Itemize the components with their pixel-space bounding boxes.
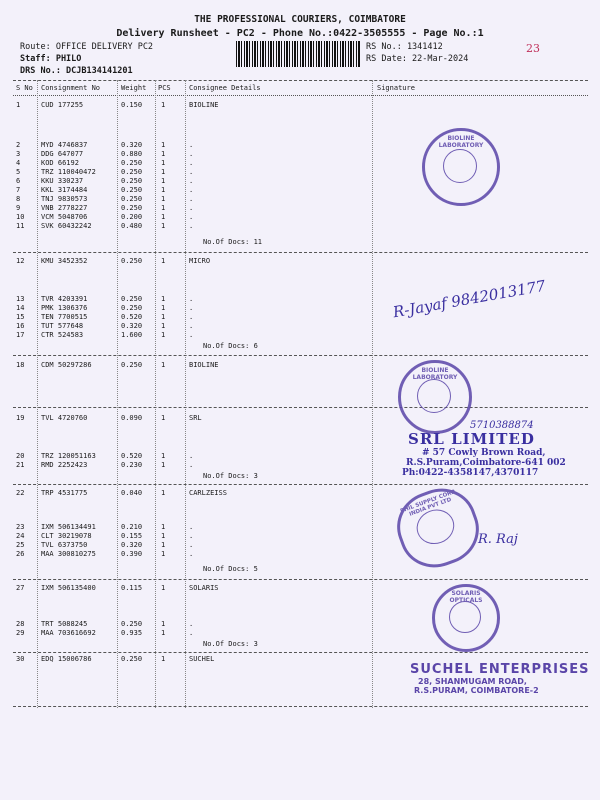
row-sno: 8 [16,195,21,203]
suchel-stamp [410,662,590,695]
row-weight: 0.320 [121,541,143,549]
row-consignment: TVL 4720760 [41,414,88,422]
row-sno: 14 [16,304,25,312]
row-pcs: 1 [161,414,166,422]
row-consignee: . [189,195,194,203]
row-pcs: 1 [161,620,166,628]
row-weight: 0.250 [121,361,143,369]
row-sno: 4 [16,159,21,167]
row-sno: 11 [16,222,25,230]
row-consignment: TRZ 120051163 [41,452,96,460]
row-pcs: 1 [161,361,166,369]
row-consignment: EDQ 15006786 [41,655,92,663]
row-sno: 27 [16,584,25,592]
row-sno: 24 [16,532,25,540]
row-sno: 16 [16,322,25,330]
row-pcs: 1 [161,186,166,194]
row-pcs: 1 [161,159,166,167]
row-consignment: TUT 577648 [41,322,84,330]
group-separator [13,579,588,580]
row-consignment: PMK 1306376 [41,304,88,312]
row-consignee: SOLARIS [189,584,219,592]
row-sno: 18 [16,361,25,369]
row-pcs: 1 [161,150,166,158]
row-consignee: . [189,204,194,212]
row-pcs: 1 [161,523,166,531]
table-bottom-rule [13,706,588,707]
row-pcs: 1 [161,629,166,637]
group-separator [13,407,588,408]
solaris-stamp [432,584,500,652]
row-sno: 15 [16,313,25,321]
row-consignee: . [189,452,194,460]
row-consignment: TNJ 9830573 [41,195,88,203]
row-weight: 0.250 [121,257,143,265]
row-consignee: . [189,322,194,330]
row-pcs: 1 [161,550,166,558]
row-pcs: 1 [161,541,166,549]
row-consignment: CTR 524583 [41,331,84,339]
rs-date: RS Date: 22-Mar-2024 [366,54,469,64]
row-consignment: CUD 177255 [41,101,84,109]
bioline-stamp [398,360,472,434]
row-consignee: . [189,532,194,540]
row-pcs: 1 [161,584,166,592]
col-sno: S No [16,84,33,92]
row-weight: 0.320 [121,322,143,330]
row-consignee: . [189,150,194,158]
row-weight: 0.250 [121,204,143,212]
row-consignee: MICRO [189,257,211,265]
col-pcs: PCS [158,84,171,92]
row-sno: 20 [16,452,25,460]
row-sno: 5 [16,168,21,176]
row-sno: 6 [16,177,21,185]
srl-address-2: R.S.Puram,Coimbatore-641 002 [406,458,566,468]
route-label: Route: OFFICE DELIVERY PC2 [20,42,154,52]
row-pcs: 1 [161,322,166,330]
row-consignee: . [189,541,194,549]
row-consignment: TVR 4203391 [41,295,88,303]
stamp-inner-ring [417,379,451,413]
srl-name: SRL LIMITED [408,430,535,448]
row-sno: 26 [16,550,25,558]
rs-number: RS No.: 1341412 [366,42,443,52]
row-sno: 21 [16,461,25,469]
row-pcs: 1 [161,141,166,149]
row-consignment: TRZ 110040472 [41,168,96,176]
row-consignment: MYD 4746837 [41,141,88,149]
row-sno: 29 [16,629,25,637]
suchel-address-1: 28, SHANMUGAM ROAD, [418,677,527,686]
row-consignment: IXM 506134491 [41,523,96,531]
row-consignee: . [189,461,194,469]
row-consignment: KMU 3452352 [41,257,88,265]
col-consignee: Consignee Details [189,84,261,92]
row-pcs: 1 [161,461,166,469]
row-consignment: TVL 6373750 [41,541,88,549]
row-weight: 0.250 [121,168,143,176]
drs-number: DRS No.: DCJB134141201 [20,66,133,76]
row-weight: 0.250 [121,620,143,628]
doc-count: No.Of Docs: 6 [203,342,258,350]
row-consignee: BIOLINE [189,361,219,369]
staff-label: Staff: PHILO [20,54,82,64]
col-divider [117,80,118,708]
row-weight: 0.480 [121,222,143,230]
row-pcs: 1 [161,295,166,303]
row-sno: 13 [16,295,25,303]
row-weight: 0.155 [121,532,143,540]
row-consignee: . [189,141,194,149]
row-sno: 10 [16,213,25,221]
row-consignee: . [189,213,194,221]
col-consignment: Consignment No [41,84,101,92]
row-consignment: CDM 50297286 [41,361,92,369]
row-consignee: . [189,620,194,628]
srl-handwriting: 5710388874 [470,420,534,431]
suchel-address-2: R.S.PURAM, COIMBATORE-2 [414,686,539,695]
row-weight: 0.040 [121,489,143,497]
row-pcs: 1 [161,452,166,460]
stamp-text: PHIL SUPPLY CORP. INDIA PVT LTD [399,488,458,518]
row-consignee: . [189,331,194,339]
row-sno: 2 [16,141,21,149]
row-consignment: RMD 2252423 [41,461,88,469]
group-separator [13,252,588,253]
row-pcs: 1 [161,204,166,212]
row-consignee: . [189,295,194,303]
row-consignment: TRP 4531775 [41,489,88,497]
row-weight: 0.390 [121,550,143,558]
row-consignee: . [189,186,194,194]
row-consignee: . [189,177,194,185]
srl-address-1: # 57 Cowly Brown Road, [422,448,546,458]
row-pcs: 1 [161,489,166,497]
row-weight: 0.935 [121,629,143,637]
row-consignee: . [189,222,194,230]
row-consignee: . [189,523,194,531]
row-pcs: 1 [161,331,166,339]
row-sno: 22 [16,489,25,497]
row-sno: 1 [16,101,21,109]
stamp-text: BIOLINE LABORATORY [438,135,484,149]
row-consignment: MAA 703616692 [41,629,96,637]
row-consignment: MAA 300810275 [41,550,96,558]
row-pcs: 1 [161,101,166,109]
row-consignment: VNB 2778227 [41,204,88,212]
col-divider [155,80,156,708]
col-divider [372,80,373,708]
row-consignment: TEN 7700515 [41,313,88,321]
carlzeiss-stamp [387,479,488,578]
row-sno: 25 [16,541,25,549]
row-pcs: 1 [161,213,166,221]
row-consignment: KKL 3174484 [41,186,88,194]
row-weight: 0.880 [121,150,143,158]
row-consignment: IXM 506135400 [41,584,96,592]
row-sno: 3 [16,150,21,158]
micro-signature: R-Jayaf 9842013177 [391,276,547,322]
suchel-name: SUCHEL ENTERPRISES [410,662,590,677]
row-weight: 0.250 [121,186,143,194]
row-consignment: CLT 30219078 [41,532,92,540]
row-weight: 0.230 [121,461,143,469]
row-weight: 0.090 [121,414,143,422]
barcode [236,41,360,67]
col-divider [37,80,38,708]
col-weight: Weight [121,84,147,92]
row-consignee: . [189,313,194,321]
document-subtitle: Delivery Runsheet - PC2 - Phone No.:0422-3505555 - Page No.:1 [116,28,484,39]
stamp-inner-ring [449,601,481,633]
srl-phone: Ph:0422-4358147,4370117 [402,468,539,478]
col-divider [185,80,186,708]
row-weight: 0.520 [121,452,143,460]
row-pcs: 1 [161,168,166,176]
row-weight: 0.250 [121,159,143,167]
row-consignment: SVK 60432242 [41,222,92,230]
stamp-text: SOLARIS OPTICALS [449,590,483,604]
row-pcs: 1 [161,222,166,230]
doc-count: No.Of Docs: 3 [203,640,258,648]
row-weight: 0.210 [121,523,143,531]
row-consignment: KOD 66192 [41,159,79,167]
row-sno: 23 [16,523,25,531]
header-rule [13,95,588,96]
row-pcs: 1 [161,655,166,663]
row-consignee: . [189,550,194,558]
document-title: THE PROFESSIONAL COURIERS, COIMBATORE [194,14,406,25]
bioline-stamp [422,128,500,206]
row-consignee: BIOLINE [189,101,219,109]
stamp-inner-ring [443,149,477,183]
row-sno: 7 [16,186,21,194]
row-pcs: 1 [161,313,166,321]
row-consignment: DDG 647077 [41,150,84,158]
row-consignee: . [189,168,194,176]
doc-count: No.Of Docs: 5 [203,565,258,573]
row-consignee: . [189,159,194,167]
group-separator [13,355,588,356]
row-consignee: SRL [189,414,202,422]
group-separator [13,652,588,653]
carlzeiss-signature: R. Raj [478,532,518,547]
row-weight: 0.250 [121,195,143,203]
row-weight: 0.250 [121,655,143,663]
row-sno: 9 [16,204,21,212]
handwritten-page-mark: 23 [526,42,540,55]
row-weight: 0.320 [121,141,143,149]
row-sno: 17 [16,331,25,339]
row-weight: 0.150 [121,101,143,109]
row-pcs: 1 [161,304,166,312]
row-sno: 30 [16,655,25,663]
row-consignment: TRT 5088245 [41,620,88,628]
row-sno: 28 [16,620,25,628]
row-consignment: VCM 5048706 [41,213,88,221]
stamp-text: BIOLINE LABORATORY [412,367,458,381]
row-sno: 19 [16,414,25,422]
row-weight: 0.200 [121,213,143,221]
row-weight: 0.115 [121,584,143,592]
row-weight: 0.250 [121,177,143,185]
doc-count: No.Of Docs: 3 [203,472,258,480]
row-consignee: CARLZEISS [189,489,227,497]
group-separator [13,484,588,485]
col-signature: Signature [377,84,415,92]
row-pcs: 1 [161,195,166,203]
row-pcs: 1 [161,177,166,185]
row-sno: 12 [16,257,25,265]
row-weight: 0.250 [121,304,143,312]
row-weight: 1.600 [121,331,143,339]
row-consignee: . [189,629,194,637]
row-pcs: 1 [161,532,166,540]
row-weight: 0.520 [121,313,143,321]
row-consignee: SUCHEL [189,655,215,663]
srl-stamp [398,430,566,478]
row-consignment: KKU 330237 [41,177,84,185]
table-top-rule [13,80,588,81]
row-weight: 0.250 [121,295,143,303]
doc-count: No.Of Docs: 11 [203,238,263,246]
row-consignee: . [189,304,194,312]
row-pcs: 1 [161,257,166,265]
